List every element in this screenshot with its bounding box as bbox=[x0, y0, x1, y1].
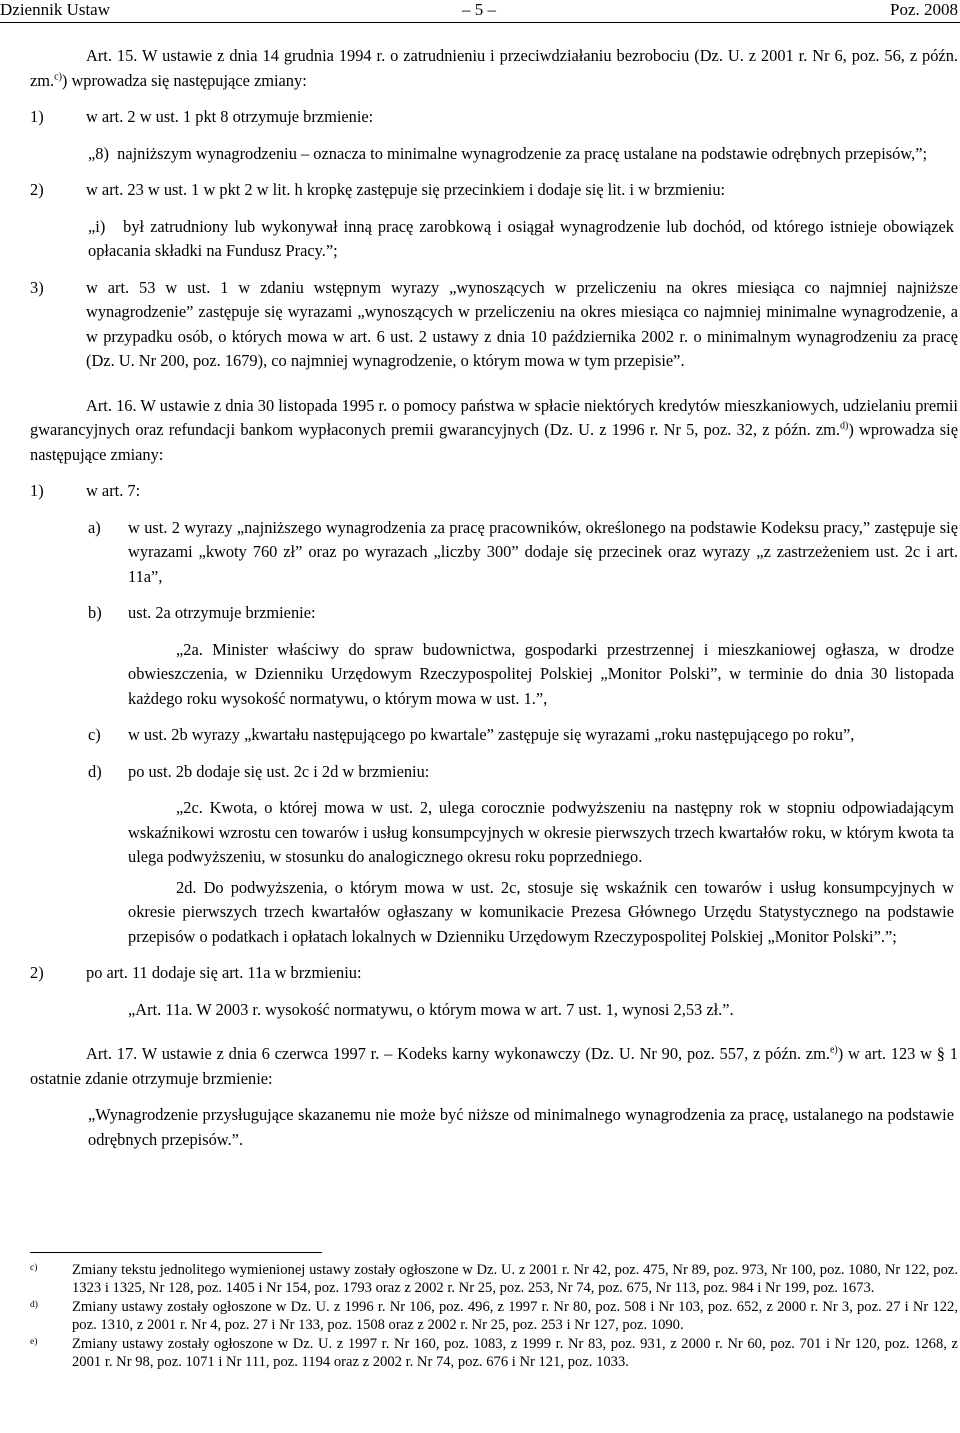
document-body bbox=[30, 44, 958, 1152]
art17-quote: „Wynagrodzenie przysługujące skazanemu nie może być niższe od minimalnego wynagrodzenia za pracę, ustalanego na podstawie odrębnych przepisów.”. bbox=[88, 1105, 954, 1149]
art16-point-b-quote: „2a. Minister właściwy do spraw budownictwa, gospodarki przestrzennej i mieszkaniowej ogłasza, w drodze obwieszczenia, w Dzienniku Urzędowym Rzeczypospolitej Polskiej „Monitor Polski”, w terminie do dnia 30 listopada każdego roku wysokość normatywu, o którym mowa w ust. 1.”, bbox=[128, 639, 954, 708]
position-number: Poz. 2008 bbox=[890, 0, 958, 19]
art16-point-d-quote-2d: 2d. Do podwyższenia, o którym mowa w ust. 2c, stosuje się wskaźnik cen towarów i usług konsumpcyjnych w okresie pierwszych trzech kwartałów ogłaszany w komunikacie Prezesa Głównego Urzędu Statystycznego na podstawie przepisów o podatkach i opłatach lokalnych w Dzienniku Urzędowym Rzeczypospolitej Polskiej „Monitor Polski”.”; bbox=[128, 877, 954, 946]
art15-intro: Art. 15. W ustawie z dnia 14 grudnia 1994 r. o zatrudnieniu i przeciwdziałaniu bezrobociu (Dz. U. z 2001 r. Nr 6, poz. 56, z późn. zm.$^{c)}$) wprowadza się następujące zmiany: bbox=[30, 46, 958, 90]
art16-point-d: d) po ust. 2b dodaje się ust. 2c i 2d w brzmieniu: bbox=[88, 761, 430, 781]
footnote-separator bbox=[30, 1252, 322, 1253]
footnote-c: c) Zmiany tekstu jednolitego wymienionej ustawy zostały ogłoszone w Dz. U. z 2001 r. Nr 42, poz. 475, Nr 89, poz. 973, Nr 100, poz. 1080, Nr 122, poz. 1323 i 1325, Nr 128, poz. 1405 i Nr 154, poz. 1793 oraz z 2002 r. Nr 25, poz. 253, Nr 74, poz. 675, Nr 113, poz. 984 i Nr 199, poz. 1673. bbox=[30, 1262, 958, 1296]
art15-item-3: 3) w art. 53 w ust. 1 w zdaniu wstępnym wyrazy „wynoszących w przeliczeniu na okres miesiąca co najmniej najniższe wynagrodzenie” zastępuje się wyrazami „wynoszących w przeliczeniu na okres miesiąca co najmniej minimalne wynagrodzenie, a w przypadku osób, o których mowa w art. 6 ust. 2 ustawy z dnia 10 października 2002 r. o minimalnym wynagrodzeniu za pracę (Dz. U. Nr 200, poz. 1679), co najmniej wynagrodzenie, o którym mowa w tym przepisie”. bbox=[30, 277, 958, 370]
art16-point-b: b) ust. 2a otrzymuje brzmienie: bbox=[88, 603, 316, 622]
footnotes bbox=[30, 1262, 958, 1373]
art17-intro: Art. 17. W ustawie z dnia 6 czerwca 1997 r. – Kodeks karny wykonawczy (Dz. U. Nr 90, poz. 557, z późn. zm.$^{e)}$) w art. 123 w § 1 ostatnie zdanie otrzymuje brzmienie: bbox=[30, 1044, 958, 1088]
footnote-ref-e: e) bbox=[829, 1044, 838, 1056]
art15-item-2-quote: „i) był zatrudniony lub wykonywał inną pracę zarobkową i osiągał wynagrodzenie lub dochód, od którego istnieje obowiązek opłacania składki na Fundusz Pracy.”; bbox=[88, 216, 954, 260]
page-header bbox=[0, 0, 960, 23]
art16-intro: Art. 16. W ustawie z dnia 30 listopada 1995 r. o pomocy państwa w spłacie niektórych kredytów mieszkaniowych, udzielaniu premii gwarancyjnych oraz refundacji bankom wypłaconych premii gwarancyjnych (Dz. U. z 1996 r. Nr 5, poz. 32, z późn. zm.$^{d)}$) wprowadza się następujące zmiany: bbox=[30, 395, 959, 464]
art16-point-a: a) w ust. 2 wyrazy „najniższego wynagrodzenia za pracę pracowników, określonego na podstawie Kodeksu pracy,” zastępuje się wyrazami „kwoty 760 zł” oraz po wyrazach „liczby 300” dodaje się przecinek oraz wyrazy „z zastrzeżeniem ust. 2c i art. 11a”, bbox=[88, 517, 958, 586]
page-number: – 5 – bbox=[462, 0, 496, 19]
art16-item-2-quote: „Art. 11a. W 2003 r. wysokość normatywu, o którym mowa w art. 7 ust. 1, wynosi 2,53 zł.”. bbox=[128, 999, 734, 1019]
art16-item-2: 2) po art. 11 dodaje się art. 11a w brzmieniu: bbox=[30, 963, 362, 982]
journal-title: Dziennik Ustaw bbox=[0, 0, 111, 19]
art15-item-1: 1) w art. 2 w ust. 1 pkt 8 otrzymuje brzmienie: bbox=[30, 107, 374, 126]
footnote-d: d) Zmiany ustawy zostały ogłoszone w Dz. U. z 1996 r. Nr 106, poz. 496, z 1997 r. Nr 80, poz. 508 i Nr 103, poz. 652, z 2000 r. Nr 3, poz. 27 i Nr 122, poz. 1310, z 2001 r. Nr 4, poz. 27 i Nr 133, poz. 1508 oraz z 2002 r. Nr 25, poz. 253 i Nr 127, poz. 1090. bbox=[30, 1299, 958, 1333]
art15-item-2: 2) w art. 23 w ust. 1 w pkt 2 w lit. h kropkę zastępuje się przecinkiem i dodaje się lit. i w brzmieniu: bbox=[30, 180, 726, 199]
footnote-ref-d: d) bbox=[840, 420, 849, 432]
art15-item-1-quote: „8) najniższym wynagrodzeniu – oznacza to minimalne wynagrodzenie za pracę ustalane na podstawie odrębnych przepisów,”; bbox=[88, 143, 928, 163]
footnote-ref-c: c) bbox=[54, 71, 62, 83]
art16-point-c: c) w ust. 2b wyrazy „kwartału następującego po kwartale” zastępuje się wyrazami „roku następującego po roku”, bbox=[88, 725, 855, 744]
art16-item-1: 1) w art. 7: bbox=[30, 481, 141, 500]
footnote-e: e) Zmiany ustawy zostały ogłoszone w Dz. U. z 1997 r. Nr 160, poz. 1083, z 1999 r. Nr 83, poz. 931, z 2000 r. Nr 60, poz. 701 i Nr 120, poz. 1268, z 2001 r. Nr 98, poz. 1071 i Nr 111, poz. 1194 oraz z 2002 r. Nr 74, poz. 676 i Nr 121, poz. 1033. bbox=[30, 1336, 958, 1370]
art16-point-d-quote-2c: „2c. Kwota, o której mowa w ust. 2, ulega corocznie podwyższeniu na następny rok w stopniu odpowiadającym wskaźnikowi wzrostu cen towarów i usług konsumpcyjnych w okresie pierwszych trzech kwartałów roku, w którym kwota ta ulega podwyższeniu, w stosunku do analogicznego okresu roku poprzedniego. bbox=[128, 798, 954, 866]
